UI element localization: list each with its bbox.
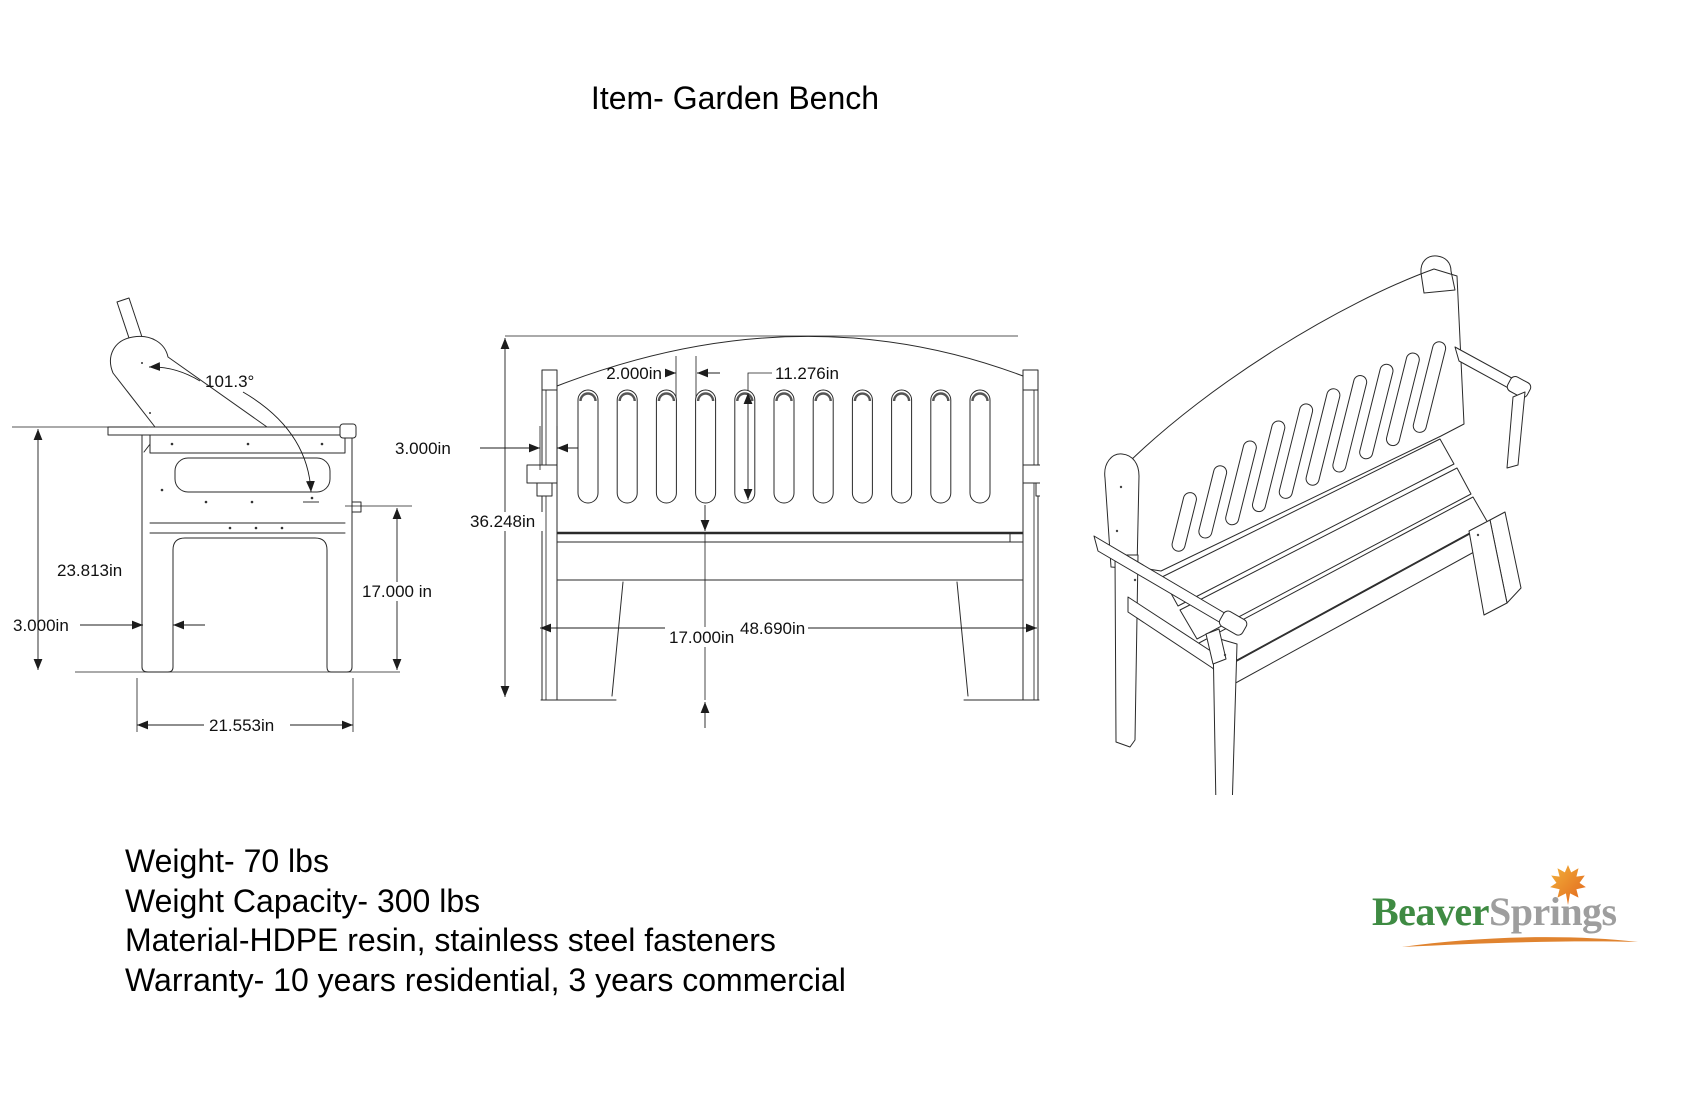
swoosh-underline — [1400, 936, 1640, 952]
isometric-bench — [1094, 256, 1532, 795]
dim-back-angle: 101.3° — [205, 372, 255, 391]
armrest — [108, 427, 352, 435]
left-leg-edge — [612, 582, 623, 696]
brand-part2: Springs — [1488, 889, 1617, 934]
spec-warranty: Warranty- 10 years residential, 3 years commercial — [125, 961, 846, 998]
dim-slat-gap: 2.000in — [606, 364, 662, 383]
right-arm-support — [1507, 392, 1525, 468]
dim-slat-height: 11.276in — [775, 364, 839, 383]
front-view-drawing — [527, 336, 1040, 700]
spec-material: Material-HDPE resin, stainless steel fasteners — [125, 922, 776, 958]
dim-leg-width: 3.000in — [13, 616, 69, 635]
back-slats — [578, 390, 990, 503]
dim-seat-height-front: 17.000in — [669, 628, 735, 647]
front-view — [380, 240, 1040, 760]
brand-part1: Beaver — [1372, 889, 1489, 934]
spec-capacity: Weight Capacity- 300 lbs — [125, 882, 481, 919]
rear-left-leg — [1115, 555, 1138, 747]
dim-overall-height-front: 36.248in — [470, 512, 536, 531]
brand-name — [1372, 888, 1652, 935]
left-arm-bracket — [527, 465, 557, 483]
page-title: Item- Garden Bench — [590, 80, 880, 116]
brand-logo — [1372, 862, 1652, 957]
spec-list — [125, 842, 846, 1000]
dim-overall-width: 48.690in — [740, 619, 806, 638]
side-view-drawing — [75, 298, 400, 672]
spec-weight: Weight- 70 lbs — [125, 843, 329, 879]
left-post — [542, 370, 557, 700]
dim-post-width: 3.000in — [395, 439, 451, 458]
armrest-end — [340, 424, 356, 438]
dim-overall-height: 23.813in — [57, 561, 123, 580]
dim-seat-height-side: 17.000 in — [362, 582, 432, 601]
right-leg-edge — [957, 582, 968, 696]
isometric-view — [1010, 235, 1670, 795]
side-slot — [175, 458, 330, 492]
side-tab — [352, 502, 361, 512]
dim-overall-depth: 21.553in — [209, 716, 275, 735]
back-slat-edge — [117, 298, 142, 341]
right-back-post — [1421, 256, 1455, 293]
